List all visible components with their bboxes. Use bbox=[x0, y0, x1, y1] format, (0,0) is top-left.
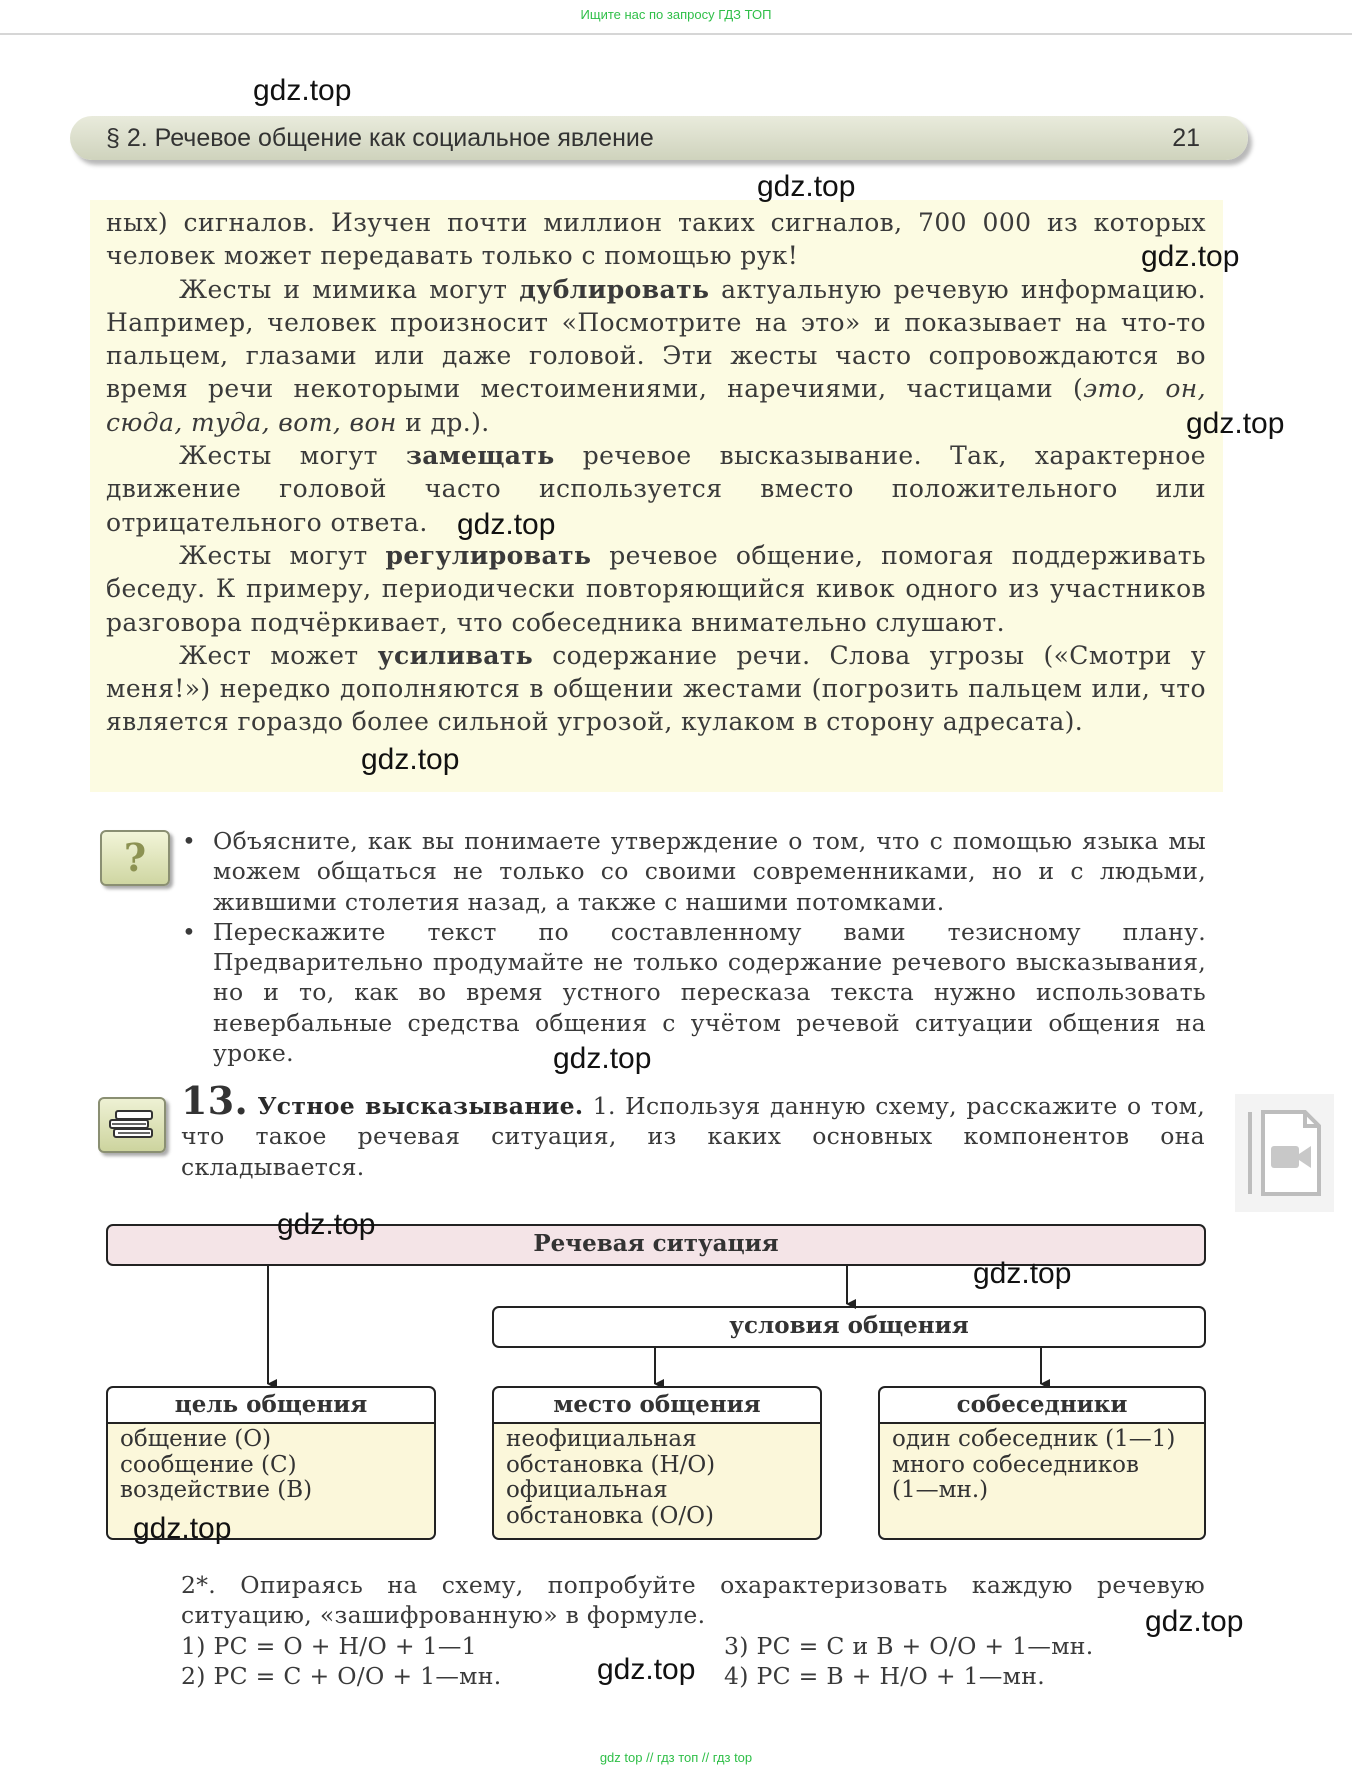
formula-2: 2) РС = С + О/О + 1—мн. bbox=[181, 1661, 502, 1690]
bottom-banner: gdz top // гдз топ // гдз top bbox=[599, 1750, 753, 1765]
watermark: gdz.top bbox=[457, 508, 556, 541]
place-title: место общения bbox=[553, 1391, 761, 1418]
formula-4: 4) РС = В + Н/О + 1—мн. bbox=[724, 1661, 1045, 1690]
term-regulate: регулировать bbox=[385, 540, 592, 570]
scheme-partners-box bbox=[878, 1386, 1206, 1540]
formula-1: 1) РС = О + Н/О + 1—1 bbox=[181, 1631, 477, 1660]
paragraph-3: Жесты могут замещать речевое высказывание. Так, характерное движение головой часто используется вместо положительного или отрицательного ответа. bbox=[106, 441, 1206, 537]
place-line: официальная bbox=[506, 1477, 668, 1503]
place-line: обстановка (О/О) bbox=[506, 1502, 714, 1529]
paragraph-5: Жест может усиливать содержание речи. Слова угрозы («Смотри у меня!») нередко дополняются в общении жестами (погрозить пальцем или, что является гораздо более сильной угрозой, кулаком в сторону адресата). bbox=[106, 640, 1206, 737]
watermark: gdz.top bbox=[277, 1208, 376, 1241]
watermark: gdz.top bbox=[973, 1257, 1072, 1290]
partners-line: (1—мн.) bbox=[892, 1477, 989, 1503]
goal-title: цель общения bbox=[174, 1391, 368, 1418]
place-line: обстановка (Н/О) bbox=[506, 1451, 716, 1478]
goal-line: сообщение (С) bbox=[120, 1451, 297, 1478]
term-amplify: усиливать bbox=[377, 640, 534, 670]
partners-title: собеседники bbox=[956, 1391, 1128, 1418]
paragraph-2: Жесты и мимика могут дублировать актуальную речевую информацию. Например, человек произносит «Посмотрите на это» и показывает на что-то пальцем, глазами или даже головой. Эти жесты часто сопровождаются во время речи некоторыми местоимениями, наречиями, частицами (это, он, сюда, туда, вот, вон и др.). bbox=[106, 274, 1206, 437]
partners-line: один собеседник (1—1) bbox=[892, 1426, 1176, 1452]
watermark: gdz.top bbox=[1141, 240, 1240, 273]
formula-3: 3) РС = С и В + О/О + 1—мн. bbox=[724, 1631, 1094, 1660]
scheme-place-box bbox=[492, 1386, 822, 1540]
section-title: § 2. Речевое общение как социальное явление bbox=[106, 124, 654, 152]
term-duplicate: дублировать bbox=[519, 274, 710, 304]
exercise-title: Устное высказывание. bbox=[257, 1092, 584, 1120]
list-item: • Перескажите текст по составленному вами тезисному плану. Предварительно продумайте не только содержание речевого высказывания, но и то, как во время устного пересказа текста нужно использовать невербальные средства общения с учётом речевой ситуации общения на уроке. bbox=[182, 917, 1206, 1068]
watermark: gdz.top bbox=[1145, 1605, 1244, 1638]
watermark: gdz.top bbox=[133, 1512, 232, 1545]
list-item: • Объясните, как вы понимаете утверждение о том, что с помощью языка мы можем общаться не только со своими современниками, но и с людьми, жившими столетия назад, а также с нашими потомками. bbox=[182, 827, 1206, 916]
pronoun-examples: это, он, сюда, туда, вот, вон bbox=[106, 374, 1206, 437]
scheme-root-label: Речевая ситуация bbox=[533, 1230, 779, 1257]
task-2-intro: 2*. Опираясь на схему, попробуйте охарактеризовать каждую речевую ситуацию, «зашифрованную» в формуле. bbox=[181, 1571, 1205, 1630]
page-number: 21 bbox=[1172, 124, 1200, 152]
question-icon: ? bbox=[100, 830, 170, 886]
paragraph-1: ных) сигналов. Изучен почти миллион таких сигналов, 700 000 из которых человек может передавать только с помощью рук! bbox=[106, 208, 1206, 271]
term-replace: замещать bbox=[405, 441, 555, 471]
place-line: неофициальная bbox=[506, 1426, 697, 1452]
watermark: gdz.top bbox=[361, 743, 460, 776]
partners-line: много собеседников bbox=[892, 1451, 1139, 1478]
watermark: gdz.top bbox=[597, 1653, 696, 1686]
top-banner-text: Ищите нас по запросу ГДЗ ТОП bbox=[580, 7, 772, 22]
watermark: gdz.top bbox=[1186, 407, 1285, 440]
watermark: gdz.top bbox=[553, 1042, 652, 1075]
watermark: gdz.top bbox=[253, 74, 352, 107]
exercise-number: 13. bbox=[181, 1078, 249, 1123]
exercise-text: 1. Используя данную схему, расскажите о том, что такое речевая ситуация, из каких основных компонентов она складывается. bbox=[181, 1092, 1206, 1181]
scheme-conditions-label: условия общения bbox=[729, 1312, 969, 1339]
paragraph-4: Жесты могут регулировать речевое общение, помогая поддерживать беседу. К примеру, периодически повторяющийся кивок одного из участников разговора подчёркивает, что собеседника внимательно слушают. bbox=[106, 540, 1206, 637]
watermark: gdz.top bbox=[757, 170, 856, 203]
goal-line: воздействие (В) bbox=[120, 1477, 313, 1503]
goal-line: общение (О) bbox=[120, 1426, 272, 1452]
